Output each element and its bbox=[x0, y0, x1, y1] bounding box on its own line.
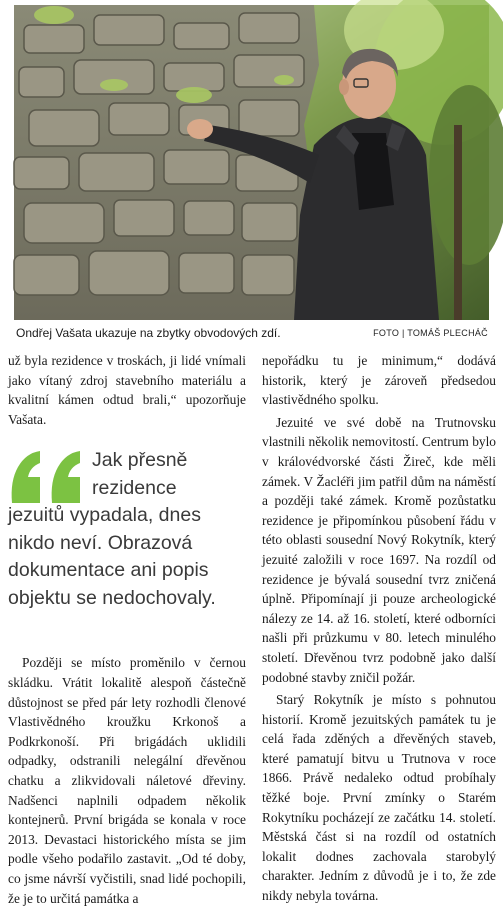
right-column bbox=[262, 351, 496, 906]
article-photo bbox=[14, 5, 489, 320]
paragraph: Jezuité ve své době na Trutnovsku vlastnili několik nemovitostí. Centrum bylo v královédvorské části Žireč, kde měli zámek. V Žacléři jim patřil dům na náměstí a později také zámek. Kromě pozůstatku rezidence je připomínkou působení řádu v této oblasti sousední Nový Rokytník, který jezuité založili v roce 1697. Na rozdíl od rezidence je bývalá sousední tvrz zničená úplně. Připomínají ji pouze archeologické nálezy ze 14. až 16. století, které odborníci našli při průzkumu v 80. letech minulého století. Dřevěnou tvrz podobně jako další podobné stavby zničil požár. bbox=[262, 414, 496, 685]
paragraph: Starý Rokytník je místo s pohnutou historií. Kromě jezuitských památek tu je celá řada zděných a dřevěných staveb, které pamatují bitvu u Trutnova v roce 1866. Právě nedaleko odtud probíhaly těžké boje. První zmínky o Starém Rokytníku pocházejí ze začátku 14. století. Městská část si na rozdíl od ostatních lokalit dodnes zachovala starobylý charakter. Jedním z důvodů je i to, že zde nikdy nebyla továrna. bbox=[262, 692, 496, 904]
pull-quote-text bbox=[8, 447, 238, 612]
quote-line: Jak přesně bbox=[92, 449, 188, 472]
quote-line: objektu se nedochovaly. bbox=[8, 586, 216, 609]
photo-illustration bbox=[14, 5, 489, 320]
paragraph: nepořádku tu je minimum,“ dodává historik, který je zároveň předsedou vlastivědného spolku. bbox=[262, 353, 496, 408]
quote-line: dokumentace ani popis bbox=[8, 559, 209, 582]
quote-line: rezidence bbox=[92, 476, 177, 499]
caption-text: Ondřej Vašata ukazuje na zbytky obvodových zdí. bbox=[16, 326, 281, 340]
left-column bbox=[8, 351, 246, 908]
pull-quote bbox=[8, 447, 246, 653]
paragraph: Později se místo proměnilo v černou skládku. Vrátit lokalitě alespoň částečně důstojnost se před pár lety rozhodli členové Vlastivědného kroužku Krkonoš a Podkrkonoší. Při brigádách uklidili odpadky, odstranili nelegální dřevěnou chatku a zlikvidovali náletové dřeviny. Nadšenci naplnili odpadem několik kontejnerů. První brigáda se konala v roce 2013. Devastaci historického místa se jim podle všeho podařilo zastavit. „Od té doby, co jsme návrší vyčistili, snad lidé pochopili, že je to určitá památka a bbox=[8, 655, 246, 906]
paragraph: už byla rezidence v troskách, ji lidé vnímali jako vítaný zdroj stavebního materiálu a kvalitní kámen odtud brali,“ upozorňuje Vašata. bbox=[8, 353, 246, 427]
quote-line: jezuitů vypadala, dnes bbox=[8, 504, 201, 527]
photo-credit: FOTO | TOMÁŠ PLECHÁČ bbox=[373, 328, 488, 338]
photo-caption bbox=[16, 324, 488, 342]
quote-line: nikdo neví. Obrazová bbox=[8, 531, 193, 554]
